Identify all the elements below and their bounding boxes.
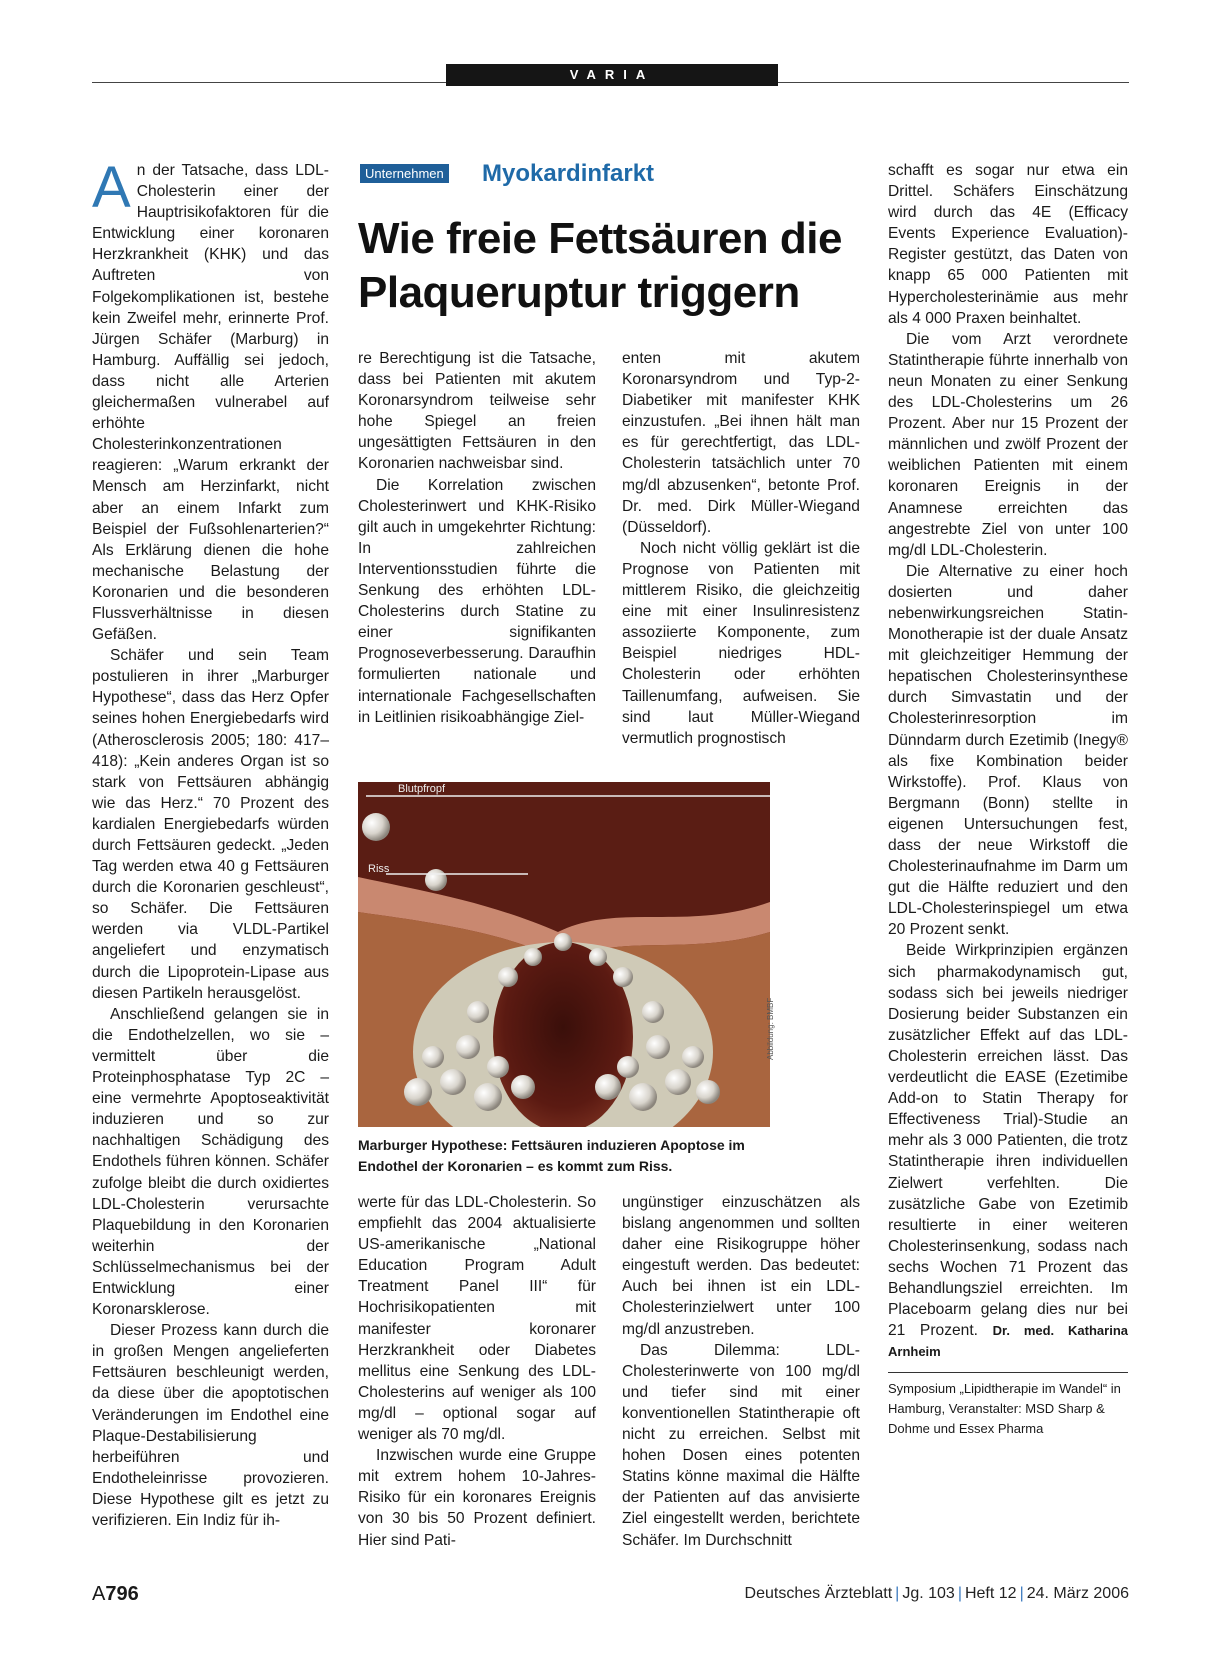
paragraph: Noch nicht völlig geklärt ist die Prognose von Patienten mit mittlerem Risiko, die gleichzeitig eine mit einer Insulinresistenz assoziierte Komponente, zum Beispiel niedriges HDL-Cholesterin oder erhöhten Taillenumfang, aufweisen. Sie sind laut Müller-Wiegand vermutlich prognostisch [622, 539, 860, 747]
paragraph: ungünstiger einzuschätzen als bislang angenommen und sollten daher eine Risikogruppe höher eingestuft werden. Das bedeutet: Auch bei ihnen ist ein LDL-Cholesterinzielwert unter 100 mg/dl anzustreben. [622, 1194, 860, 1338]
column-4 [888, 160, 1128, 1439]
category-tag: Unternehmen [360, 164, 449, 183]
figure-caption: Marburger Hypothese: Fettsäuren induzieren Apoptose im Endothel der Koronarien – es kommt zum Riss. [358, 1137, 745, 1174]
paragraph: An der Tatsache, dass LDL-Cholesterin einer der Hauptrisikofaktoren für die Entwicklung einer koronaren Herzkrankheit (KHK) und das Auftreten von Folgekomplikationen ist, bestehe kein Zweifel mehr, erinnerte Prof. Jürgen Schäfer (Marburg) in Hamburg. Auffällig sei jedoch, dass nicht alle Arterien gleichermaßen vulnerabel auf erhöhte Cholesterinkonzentrationen reagieren: „Warum erkrankt der Mensch am Herzinfarkt, nicht aber an einem Infarkt zum Beispiel der Fußsohlenarterien?“ Als Erklärung dienen die hohe mechanische Belastung der Koronarien und die besonderen Flussverhältnisse in diesen Gefäßen. [92, 155, 329, 644]
column-2-top [358, 348, 596, 728]
paragraph: enten mit akutem Koronarsyndrom und Typ-2-Diabetiker mit manifester KHK einzustufen. „Bei ihnen hält man es für gerechtfertigt, das LDL-Cholesterin tatsächlich unter 70 mg/dl abzusenken“, betonte Prof. Dr. med. Dirk Müller-Wiegand (Düsseldorf). [622, 350, 860, 536]
drop-cap: A [92, 155, 131, 220]
figure-label-thrombus: Blutpfropf [398, 783, 446, 795]
paragraph: Das Dilemma: LDL-Cholesterinwerte von 100 mg/dl und tiefer sind mit einer konventionellen Statintherapie oft nicht zu erreichen. Selbst mit hohen Dosen eines potenten Statins könne maximal die Hälfte der Patienten auf das anvisierte Ziel eingestellt werden, berichtete Schäfer. Im Durchschnitt [622, 1341, 860, 1549]
paragraph: werte für das LDL-Cholesterin. So empfiehlt das 2004 aktualisierte US-amerikanische „National Education Program Adult Treatment Panel III“ für Hochrisikopatienten mit manifester koronarer Herzkrankheit oder Diabetes mellitus eine Senkung des LDL-Cholesterins auf weniger als 100 mg/dl – optional sogar auf weniger als 70 mg/dl. [358, 1194, 596, 1444]
column-3-top [622, 348, 860, 749]
symposium-rule [888, 1372, 1128, 1373]
paragraph: Dieser Prozess kann durch die in großen Mengen angelieferten Fettsäuren beschleunigt werden, da diese über die apoptotischen Veränderungen im Endothel eine Plaque-Destabilisierung herbeiführen und Endotheleinrisse provozieren. Diese Hypothese gilt es jetzt zu verifizieren. Ein Indiz für ih- [92, 1322, 329, 1529]
column-3-bottom [622, 1192, 860, 1551]
journal-name: Deutsches Ärzteblatt [744, 1585, 893, 1602]
article-kicker: Myokardinfarkt [482, 160, 655, 187]
figure-label-tear: Riss [368, 863, 390, 875]
journal-volume: Jg. 103 [902, 1585, 955, 1602]
symposium-note: Symposium „Lipidtherapie im Wandel“ in Hamburg, Veranstalter: MSD Sharp & Dohme und Essex Pharma [888, 1381, 1121, 1437]
author-name: Dr. med. Katharina Arnheim [888, 1323, 1128, 1360]
journal-date: 24. März 2006 [1026, 1585, 1129, 1602]
section-header: VARIA [446, 64, 778, 86]
journal-issue: Heft 12 [964, 1585, 1017, 1602]
paragraph: Die Alternative zu einer hoch dosierten und daher nebenwirkungsreichen Statin-Monotherapie ist der duale Ansatz mit gleichzeitiger Hemmung der hepatischen Cholesterinsynthese durch Simvastatin und der Cholesterinresorption im Dünndarm durch Ezetimib (Inegy® als fixe Kombination beider Wirkstoffe). Prof. Klaus von Bergmann (Bonn) stellte in eigenen Untersuchungen fest, dass der neue Wirkstoff die Cholesterinaufnahme im Darm um gut die Hälfte reduziert und den LDL-Cholesterinspiegel um etwa 20 Prozent senkt. [888, 562, 1128, 939]
figure-credit: Abbildung: BMBF [766, 997, 775, 1060]
paragraph: Beide Wirkprinzipien ergänzen sich pharmakodynamisch gut, sodass sich bei jeweils niedriger Dosierung beider Substanzen ein zusätzlicher Effekt auf das LDL-Cholesterin erreichen lässt. Das verdeutlicht die EASE (Ezetimibe Add-on to Statin Therapy for Effectiveness Trial)-Studie an mehr als 3 000 Patienten, die trotz Statintherapie ihren individuellen Zielwert verfehlten. Die zusätzliche Gabe von Ezetimib resultierte in einer weiteren Cholesterinsenkung, sodass nach sechs Wochen 71 Prozent das Behandlungsziel erreichten. Im Placeboarm gelang dies nur bei 21 Prozent. Dr. med. Katharina Arnheim [888, 942, 1128, 1360]
page-number: A796 [92, 1583, 139, 1605]
journal-info: Deutsches Ärzteblatt | Jg. 103 | Heft 12 | 24. März 2006 [744, 1585, 1129, 1602]
paragraph: Schäfer und sein Team postulieren in ihrer „Marburger Hypothese“, dass das Herz Opfer seines hohen Energiebedarfs wird (Atherosclerosis 2005; 180: 417–418): „Kein anderes Organ ist so stark von Fettsäuren abhängig wie das Herz.“ 70 Prozent des kardialen Energiebedarfs würden durch Fettsäuren gedeckt. „Jeden Tag werden etwa 40 g Fettsäuren durch die Koronarien geschleust“, so Schäfer. Die Fettsäuren werden via VLDL-Partikel angeliefert und enzymatisch durch die Lipoprotein-Lipase aus diesen Partikeln herausgelöst. [92, 647, 329, 1002]
paragraph: schafft es sogar nur etwa ein Drittel. Schäfers Einschätzung wird durch das 4E (Efficacy Events Experience Evaluation)-Register gestützt, das Daten von knapp 65 000 Patienten mit Hypercholesterinämie aus mehr als 4 000 Praxen beinhaltet. [888, 162, 1128, 327]
paragraph: Inzwischen wurde eine Gruppe mit extrem hohem 10-Jahres-Risiko für ein koronares Ereignis von 30 bis 50 Prozent definiert. Hier sind Pati- [358, 1447, 596, 1549]
column-1 [92, 155, 329, 1531]
plaque-rupture-illustration [358, 782, 770, 1127]
column-2-bottom [358, 1192, 596, 1551]
paragraph: Anschließend gelangen sie in die Endothelzellen, wo sie – vermittelt über die Proteinphosphatase Typ 2C – eine vermehrte Apoptoseaktivität induzieren und so zur nachhaltigen Schädigung des Endothels führen können. Schäfer zufolge bleibt die durch oxidiertes LDL-Cholesterin verursachte Plaquebildung in den Koronarien weiterhin der Schlüsselmechanismus bei der Entwicklung einer Koronarsklerose. [92, 1005, 329, 1319]
article-headline: Wie freie Fettsäuren die Plaqueruptur triggern [358, 214, 842, 317]
paragraph: Die Korrelation zwischen Cholesterinwert und KHK-Risiko gilt auch in umgekehrter Richtung: In zahlreichen Interventionsstudien führte die Senkung des erhöhten LDL-Cholesterins durch Statine zu einer signifikanten Prognoseverbesserung. Daraufhin formulierten nationale und internationale Fachgesellschaften in Leitlinien risikoabhängige Ziel- [358, 476, 596, 726]
paragraph: Die vom Arzt verordnete Statintherapie führte innerhalb von neun Monaten zu einer Senkung des LDL-Cholesterins um 26 Prozent. Aber nur 15 Prozent der männlichen und zwölf Prozent der weiblichen Patienten mit einem koronaren Ereignis in der Anamnese erreichten das angestrebte Ziel von unter 100 mg/dl LDL-Cholesterin. [888, 330, 1128, 559]
paragraph: re Berechtigung ist die Tatsache, dass bei Patienten mit akutem Koronarsyndrom teilweise sehr hohe Spiegel an freien ungesättigten Fettsäuren in den Koronarien nachweisbar sind. [358, 350, 596, 473]
